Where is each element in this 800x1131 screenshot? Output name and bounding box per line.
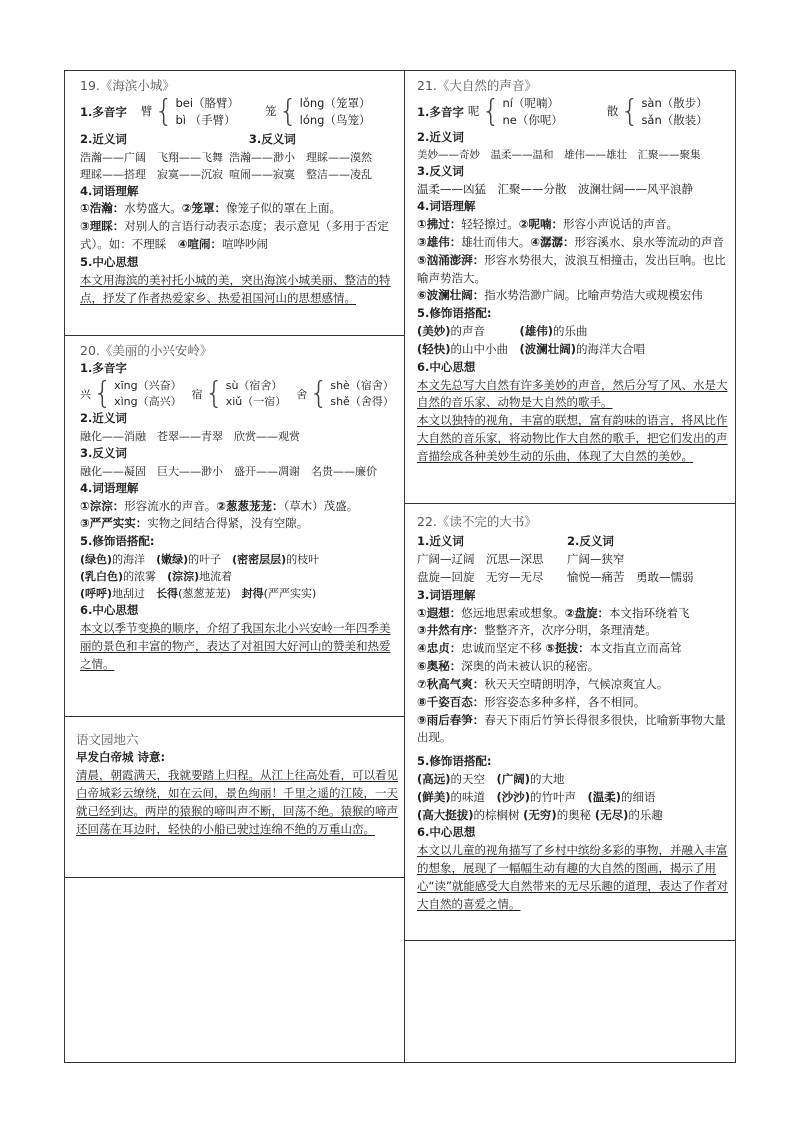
lesson-19-h1: 1.多音字 (80, 105, 127, 120)
poly-char: 兴 (80, 387, 91, 401)
poly-group (141, 95, 239, 128)
term-def: 深奥的尚未被认识的秘密。 (461, 659, 600, 674)
lesson-19-h3: 3.反义词 (248, 131, 296, 146)
poly-item: shě（舍得） (330, 395, 394, 409)
modified: 的棕榈树 (473, 807, 520, 822)
modified: 的奥秘 (556, 807, 592, 822)
row-divider-right-1 (404, 503, 736, 504)
modified: 的枝叶 (286, 553, 320, 567)
modifier: (密密层层) (232, 553, 287, 567)
term: ③严严实实： (80, 516, 148, 531)
term: ⑧千姿百态： (417, 694, 485, 709)
term-def: 指水势浩渺广阔。比喻声势浩大或规模宏伟 (484, 288, 703, 303)
term-def: 形容小声说话的声音。 (563, 217, 678, 232)
poly-group (296, 378, 394, 410)
term: ④潺潺： (530, 235, 575, 250)
poly-char: 宿 (191, 387, 203, 401)
antonym-row: 广阔—狭窄 (567, 552, 625, 567)
poly-item: lǒng（笼罩） (299, 96, 371, 111)
lesson-21-title: 21.《大自然的声音》 (417, 78, 537, 93)
term: ③理睬： (80, 219, 125, 234)
term-def: 形容姿态多种多样，各不相同。 (484, 694, 646, 709)
modifier: (轻快) (417, 341, 451, 356)
central-idea: 本文以儿童的视角描写了乡村中缤纷多彩的事物，并融入丰富的想象，展现了一幅幅生动有趣的大自然的图画，揭示了用心“读”就能感受大自然带来的无尽乐趣的道理，表达了作者对大自然的喜爱之情。 (417, 843, 728, 911)
lesson-20-h6: 6.中心思想 (80, 603, 139, 618)
lesson-19-h5: 5.中心思想 (80, 254, 139, 269)
poly-item: sù（宿舍） (225, 379, 283, 393)
row-divider-left-1 (64, 335, 404, 336)
poly-char: 舍 (296, 387, 308, 401)
central-idea: 本文以独特的视角，丰富的联想，富有韵味的语言，将风比作大自然的音乐家，将动物比作大自然的歌手，把它们发出的声音描绘成各种美妙生动的乐曲，体现了大自然的美妙。 (417, 413, 728, 463)
modified: 的声音 (450, 324, 486, 339)
poly-item: xīng（兴奋） (114, 379, 182, 393)
modifier: (无穷) (523, 807, 557, 822)
term: ②笼罩： (181, 201, 226, 216)
modifier: (无尽) (594, 807, 629, 822)
column-divider (404, 70, 405, 1063)
modified: 长得 (156, 587, 179, 601)
modified: 的海洋大合唱 (576, 341, 646, 356)
modified: 地流着 (199, 570, 233, 584)
poly-item: xìng（高兴） (114, 395, 182, 409)
lesson-19-h4: 4.词语理解 (80, 183, 139, 198)
term-def: 春天下雨后竹笋长得很多很快，比喻新事物大量出现。 (417, 712, 726, 745)
lesson-21-h4: 4.词语理解 (417, 199, 476, 214)
modifier: (雄伟) (519, 324, 554, 339)
antonym-row: 愉悦—痛苦 勇敢—懦弱 (567, 570, 694, 584)
term: ①遐想： (417, 605, 462, 620)
synonym-row: 盘旋—回旋 无穷—无尽 (417, 570, 544, 584)
poly-char: 散 (606, 104, 619, 119)
lesson-21-h5: 5.修饰语搭配: (417, 306, 492, 321)
lesson-20-h2: 2.近义词 (80, 411, 127, 426)
brace-icon: { (620, 94, 640, 130)
term-def: 对别人的言语行动表示态度；表示意见（多用于否定式）。如：不理睬 (80, 219, 389, 252)
term: ④喧闹： (177, 237, 222, 252)
lesson-22-title: 22.《读不完的大书》 (417, 514, 537, 529)
modifier: (美妙) (417, 324, 451, 339)
lesson-22-h3: 3.词语理解 (417, 587, 476, 602)
lesson-19-title: 19.《海滨小城》 (80, 78, 175, 93)
term-def: 形容溪水、泉水等流动的声音 (574, 235, 724, 250)
poly-item: xiǔ（一宿） (225, 395, 287, 409)
term: ②葱葱茏茏： (216, 498, 284, 513)
modified: 的细语 (621, 789, 656, 804)
lesson-21-h1: 1.多音字 (417, 105, 464, 120)
term-def: 秋天天空晴朗明净，气候凉爽宜人。 (484, 676, 669, 691)
term: ④忠贞： (417, 641, 462, 656)
garden-title: 语文园地六 (76, 732, 139, 747)
lesson-22-h6: 6.中心思想 (417, 825, 476, 840)
row-divider-left-2 (64, 716, 404, 717)
lesson-22-h5: 5.修饰语搭配: (417, 754, 492, 769)
term-def: 本文指直立而高耸 (589, 641, 682, 656)
term: ③井然有序： (417, 623, 485, 638)
term-def: 本文指环绕着飞 (609, 605, 690, 620)
synonym-row: 广阔—辽阔 沉思—深思 (417, 552, 544, 567)
modifier: (绿色) (80, 553, 113, 567)
term: ⑥奥秘： (417, 659, 462, 674)
lesson-20-h1: 1.多音字 (80, 361, 127, 376)
antonym-row: 浩瀚——渺小 理睬——漠然 (229, 150, 372, 164)
modifier: (鲜美) (417, 789, 451, 804)
modified: 的乐趣 (628, 807, 663, 822)
poly-group (192, 378, 287, 410)
modifier: (呼呼) (80, 587, 113, 601)
synonym-row: 浩瀚——广阔 飞翔——飞舞 (80, 150, 223, 164)
lesson-21-section (417, 76, 730, 466)
modifier: (广阔) (496, 771, 531, 786)
modifier: (葱葱茏茏) (178, 587, 231, 601)
poem-meaning: 清晨，朝霞满天，我就要踏上归程。从江上往高处看，可以看见白帝城彩云缭绕，如在云间，景色绚丽！千里之遥的江陵，一天就已经到达。两岸的猿猴的啼叫声不断，回荡不绝。猿猴的啼声还回荡在耳边时，轻快的小船已驶过连绵不绝的万重山峦。 (76, 768, 398, 836)
modifier: (严严实实) (263, 587, 317, 601)
poly-char: 呢 (467, 104, 480, 119)
row-divider-right-2 (404, 940, 736, 941)
lesson-21-h3: 3.反义词 (417, 163, 464, 178)
modified: 地刮过 (112, 587, 146, 601)
modifier: (淙淙) (167, 570, 200, 584)
lesson-20-h5: 5.修饰语搭配: (80, 534, 155, 549)
term-def: 忠诚而坚定不移 (461, 641, 542, 656)
term: ②盘旋： (564, 605, 609, 620)
lesson-20-h4: 4.词语理解 (80, 480, 139, 495)
brace-icon: { (481, 94, 501, 130)
poly-item: bei（胳臂） (175, 96, 240, 111)
lesson-22-h2: 2.反义词 (567, 534, 614, 549)
term: ①浩瀚： (80, 201, 125, 216)
term-def: 像笼子似的罩在上面。 (226, 201, 341, 216)
synonym-row: 融化——消融 苍翠——青翠 欣赏——观赏 (80, 429, 300, 443)
modifier: (乳白色) (80, 570, 124, 584)
term: ③雄伟： (417, 235, 462, 250)
modified: 封得 (241, 587, 264, 601)
lesson-20-section (80, 341, 398, 673)
central-idea: 本文用海滨的美衬托小城的美，突出海滨小城美丽、整洁的特点，抒发了作者热爱家乡、热爱祖国河山的思想感情。 (80, 272, 391, 305)
poly-item: sǎn（散装） (641, 113, 708, 128)
modified: 的乐曲 (553, 324, 588, 339)
poly-item: ne（你呢） (502, 113, 563, 128)
modified: 的浓雾 (123, 570, 157, 584)
poly-item: sàn（散步） (641, 96, 708, 111)
modified: 的海洋 (112, 553, 146, 567)
brace-icon: { (278, 94, 298, 130)
modifier: (波澜壮阔) (519, 341, 577, 356)
poly-item: shè（宿舍） (330, 379, 394, 393)
synonym-row: 美妙——奇妙 温柔——温和 雄伟——雄壮 汇聚——聚集 (417, 148, 701, 161)
term: ①拂过： (417, 217, 462, 232)
poly-item: bì （手臂） (175, 113, 236, 128)
modifier: (嫩绿) (156, 553, 189, 567)
term-def: 实物之间结合得紧，没有空隙。 (147, 516, 309, 531)
garden-section (76, 730, 398, 838)
modified: 的竹叶声 (530, 789, 577, 804)
poly-group (607, 95, 708, 128)
antonym-row: 温柔——凶猛 汇聚——分散 波澜壮阔——风平浪静 (417, 181, 693, 196)
lesson-19-section (80, 76, 398, 307)
poly-group (80, 378, 182, 410)
lesson-22-section (417, 512, 730, 913)
synonym-row: 理睬——搭理 寂寞——沉寂 (80, 167, 223, 181)
row-divider-left-3 (64, 877, 404, 878)
central-idea: 本文先总写大自然有许多美妙的声音，然后分写了风、水是大自然的音乐家、动物是大自然的歌手。 (417, 377, 728, 410)
modifier: (沙沙) (496, 789, 531, 804)
modified: 的叶子 (188, 553, 222, 567)
term: ⑨雨后春笋： (417, 712, 485, 727)
poem-heading: 早发白帝城 诗意: (76, 750, 166, 765)
term-def: 雄壮而伟大。 (461, 235, 531, 250)
lesson-20-title: 20.《美丽的小兴安岭》 (80, 343, 213, 358)
poly-item: ní（呢喃） (502, 96, 559, 111)
modified: 的天空 (450, 771, 486, 786)
modified: 的山中小曲 (450, 341, 509, 356)
lesson-20-h3: 3.反义词 (80, 445, 127, 460)
central-idea: 本文以季节变换的顺序，介绍了我国东北小兴安岭一年四季美丽的景色和丰富的物产，表达了对祖国大好河山的赞美和热爱之情。 (80, 620, 391, 671)
poly-char: 臂 (140, 104, 153, 119)
lesson-21-h6: 6.中心思想 (417, 359, 476, 374)
term-def: 悠远地思索或想象。 (461, 605, 565, 620)
term: ⑤挺拔： (545, 641, 590, 656)
modifier: (温柔) (587, 789, 622, 804)
brace-icon: { (204, 376, 224, 412)
modifier: (高大挺拔) (417, 807, 474, 822)
lesson-19-h2: 2.近义词 (80, 131, 127, 146)
term: ⑥波澜壮阔： (417, 288, 485, 303)
poly-group (468, 95, 563, 128)
modified: 的大地 (530, 771, 565, 786)
term: ⑦秋高气爽： (417, 676, 485, 691)
brace-icon: { (93, 376, 113, 412)
antonym-row: 融化——凝固 巨大——渺小 盛开——凋谢 名贵——廉价 (80, 464, 377, 478)
lesson-21-h2: 2.近义词 (417, 129, 464, 144)
term-def: 轻轻擦过。 (461, 217, 519, 232)
brace-icon: { (154, 94, 174, 130)
brace-icon: { (309, 376, 329, 412)
term-def: 形容水势很大，波浪互相撞击，发出巨响。也比喻声势浩大。 (417, 252, 726, 285)
lesson-22-h1: 1.近义词 (417, 534, 464, 549)
term-def: 喧哗吵闹 (222, 237, 268, 252)
poly-group (265, 95, 370, 128)
modifier: (高远) (417, 771, 451, 786)
term-def: （草木）茂盛。 (283, 498, 359, 513)
poly-char: 笼 (265, 104, 277, 119)
antonym-row: 喧闹——寂寞 整洁——凌乱 (229, 167, 372, 181)
modified: 的味道 (450, 789, 486, 804)
term-def: 整整齐齐，次序分明，条理清楚。 (484, 623, 657, 638)
term: ②呢喃： (518, 217, 563, 232)
term-def: 形容流水的声音。 (124, 498, 217, 513)
poly-item: lóng（鸟笼） (299, 113, 371, 128)
term-def: 水势盛大。 (124, 201, 182, 216)
term: ⑤汹涌澎湃： (417, 252, 485, 267)
term: ①淙淙： (80, 498, 125, 513)
